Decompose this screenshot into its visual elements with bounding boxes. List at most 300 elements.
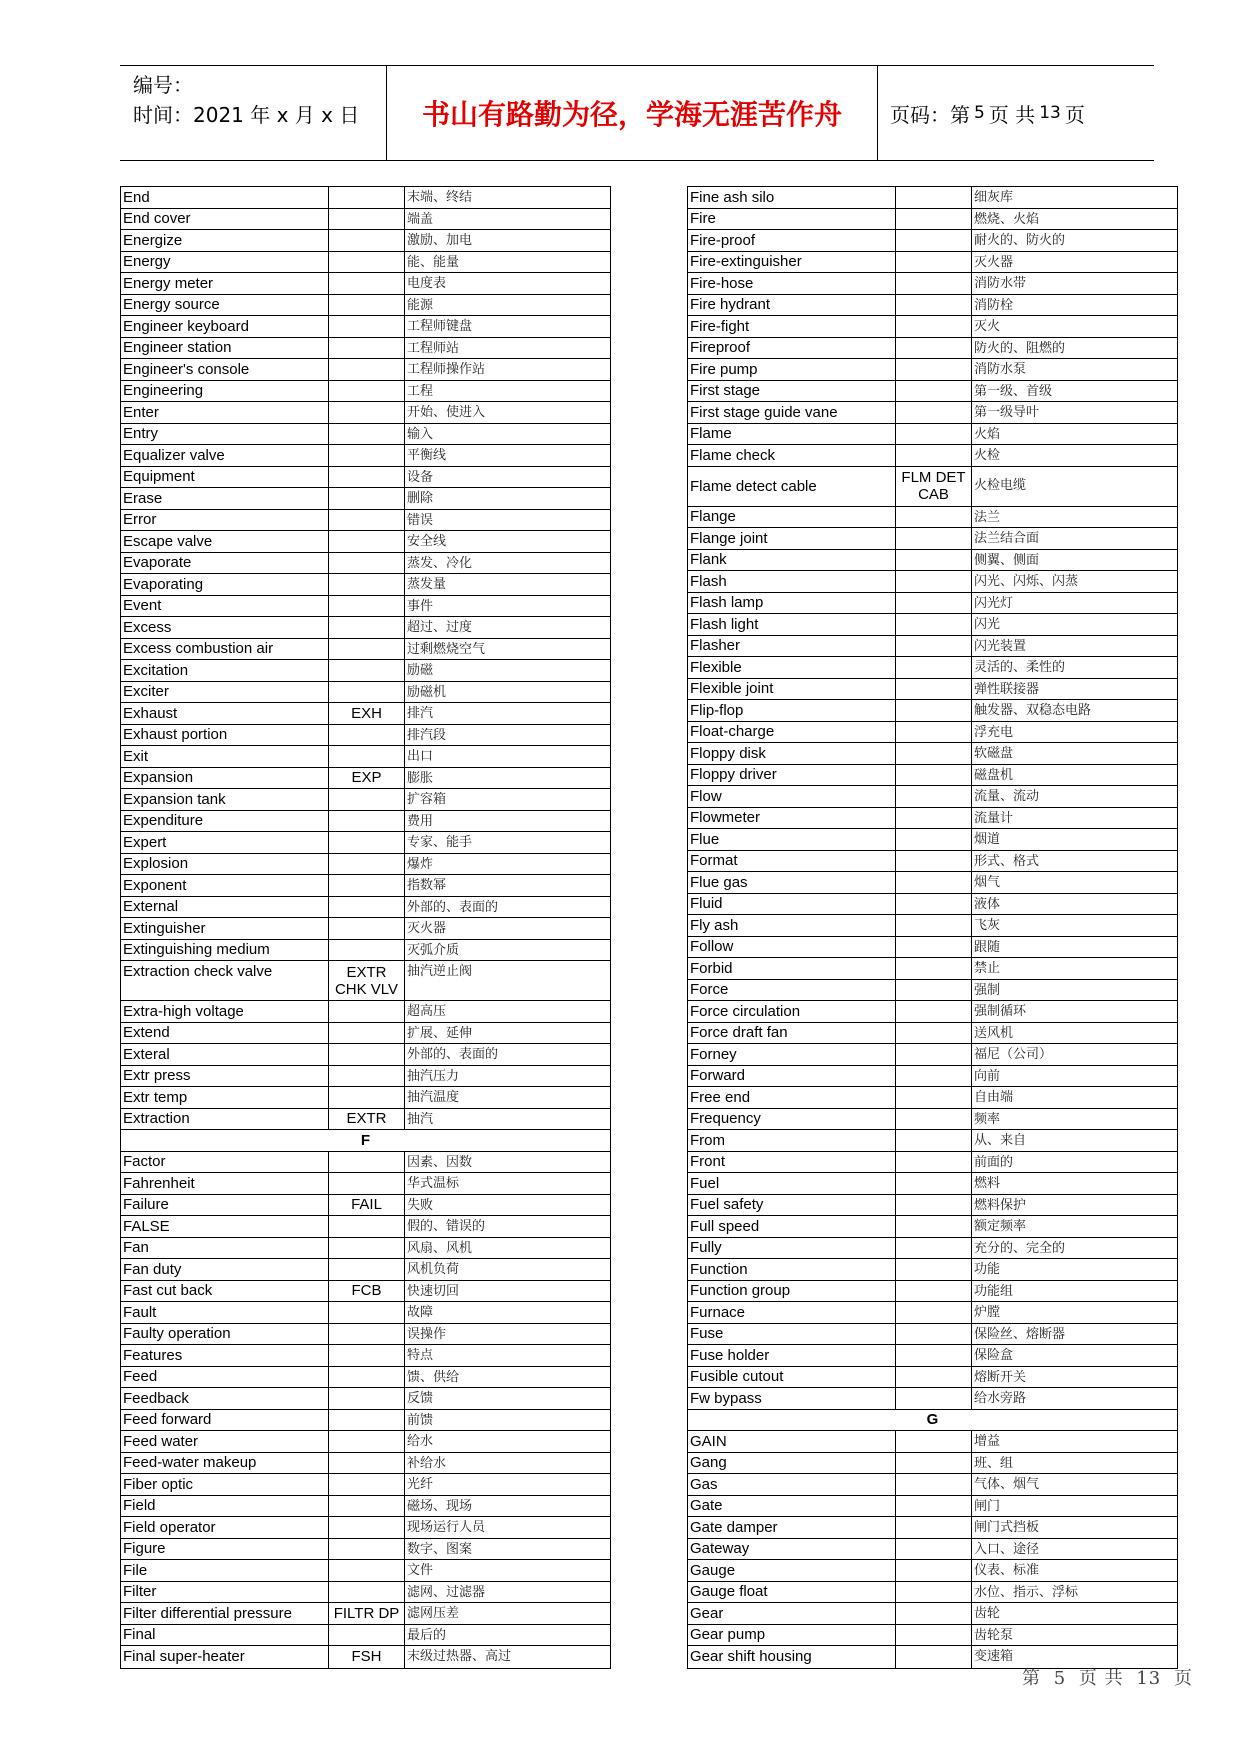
chinese-meaning-cell: 出口 — [407, 749, 434, 764]
chinese-meaning-cell: 抽汽 — [407, 1111, 434, 1127]
term-cell: Expansion tank — [121, 789, 329, 810]
term-cell: Fire-hose — [688, 273, 896, 294]
term-cell: Fw bypass — [688, 1388, 896, 1409]
abbreviation-cell — [896, 1539, 972, 1560]
abbreviation-cell — [896, 1367, 972, 1388]
table-row — [688, 528, 1177, 550]
table-row — [121, 1603, 610, 1625]
table-row — [121, 574, 610, 596]
abbreviation-cell — [329, 1259, 405, 1280]
table-row — [121, 1044, 610, 1066]
term-cell: Exponent — [121, 875, 329, 896]
table-row — [688, 1044, 1177, 1066]
term-cell: Force draft fan — [688, 1023, 896, 1044]
chinese-meaning-cell: 工程 — [407, 383, 434, 399]
table-row — [121, 854, 610, 876]
term-cell: Energize — [121, 230, 329, 251]
abbreviation-cell — [896, 1431, 972, 1452]
abbreviation-cell — [896, 316, 972, 337]
term-cell: Free end — [688, 1087, 896, 1108]
term-cell: Forward — [688, 1066, 896, 1087]
table-row — [121, 1646, 610, 1668]
table-row — [688, 402, 1177, 424]
header-divider — [877, 66, 878, 160]
table-row — [688, 1281, 1177, 1303]
abbreviation-cell — [329, 789, 405, 810]
table-row — [121, 1410, 610, 1432]
footer-current: 5 — [1053, 1668, 1067, 1689]
term-cell: Frequency — [688, 1109, 896, 1130]
abbreviation-cell — [329, 1087, 405, 1108]
abbreviation-cell — [329, 1431, 405, 1452]
term-cell: Float-charge — [688, 722, 896, 743]
term-cell: Fire-fight — [688, 316, 896, 337]
term-cell: Flue — [688, 829, 896, 850]
table-row — [688, 765, 1177, 787]
term-cell: Feed forward — [121, 1410, 329, 1431]
abbreviation-cell — [329, 424, 405, 445]
term-cell: Exhaust — [121, 703, 329, 724]
term-cell: Extraction check valve — [121, 961, 329, 1000]
chinese-meaning-cell: 灭火器 — [974, 254, 1014, 270]
abbreviation-cell — [896, 338, 972, 359]
table-row — [688, 657, 1177, 679]
abbreviation-cell — [896, 1216, 972, 1237]
abbreviation-cell — [896, 1517, 972, 1538]
chinese-meaning-cell: 闪光灯 — [974, 595, 1014, 611]
term-cell: Fuel safety — [688, 1195, 896, 1216]
chinese-meaning-cell: 补给水 — [407, 1455, 447, 1471]
chinese-meaning-cell: 强制 — [974, 982, 1001, 998]
table-row — [688, 1130, 1177, 1152]
abbreviation-cell — [896, 829, 972, 850]
abbreviation-cell — [896, 700, 972, 721]
term-cell: Expenditure — [121, 811, 329, 832]
chinese-meaning-cell: 液体 — [974, 896, 1001, 912]
term-cell: Exteral — [121, 1044, 329, 1065]
term-cell: Function — [688, 1259, 896, 1280]
chinese-meaning-cell: 火检电缆 — [974, 477, 1027, 493]
table-row — [121, 381, 610, 403]
term-cell: File — [121, 1560, 329, 1581]
chinese-meaning-cell: 端盖 — [407, 211, 434, 227]
abbreviation-cell — [329, 510, 405, 531]
chinese-meaning-cell: 闸门 — [974, 1498, 1001, 1514]
page-current: 5 — [974, 103, 985, 123]
table-row — [688, 722, 1177, 744]
abbreviation-cell — [329, 1023, 405, 1044]
abbreviation-cell — [896, 1603, 972, 1624]
term-cell: Gateway — [688, 1539, 896, 1560]
footer-mid: 页 共 — [1078, 1668, 1124, 1689]
table-row — [121, 1281, 610, 1303]
abbreviation-cell: FCB — [329, 1281, 405, 1302]
term-cell: Fly ash — [688, 915, 896, 936]
chinese-meaning-cell: 激励、加电 — [407, 233, 473, 248]
abbreviation-cell — [896, 1023, 972, 1044]
term-cell: Extraction — [121, 1109, 329, 1130]
chinese-meaning-cell: 消防栓 — [974, 297, 1014, 313]
term-cell: Enter — [121, 402, 329, 423]
abbreviation-cell — [896, 1044, 972, 1065]
term-cell: Flank — [688, 550, 896, 571]
abbreviation-cell — [896, 1195, 972, 1216]
term-cell: Entry — [121, 424, 329, 445]
term-cell: Fully — [688, 1238, 896, 1259]
document-number-label: 编号： — [133, 73, 193, 97]
table-row — [688, 424, 1177, 446]
chinese-meaning-cell: 燃料保护 — [974, 1197, 1027, 1213]
abbreviation-cell: EXTR CHK VLV — [329, 961, 405, 1000]
abbreviation-cell: FILTR DP — [329, 1603, 405, 1624]
abbreviation-cell — [329, 832, 405, 853]
abbreviation-cell — [329, 1539, 405, 1560]
chinese-meaning-cell: 滤网、过滤器 — [407, 1584, 486, 1600]
chinese-meaning-cell: 假的、错误的 — [407, 1219, 486, 1234]
chinese-meaning-cell: 删除 — [407, 491, 434, 506]
abbreviation-cell — [896, 1345, 972, 1366]
table-row — [688, 1302, 1177, 1324]
term-cell: Flow — [688, 786, 896, 807]
chinese-meaning-cell: 膨胀 — [407, 770, 434, 786]
table-row — [688, 786, 1177, 808]
abbreviation-cell — [329, 918, 405, 939]
table-row — [121, 1474, 610, 1496]
abbreviation-cell — [896, 187, 972, 208]
page-footer — [1022, 1664, 1193, 1690]
table-row — [121, 467, 610, 489]
abbreviation-cell — [329, 359, 405, 380]
chinese-meaning-cell: 第一级、首级 — [974, 383, 1053, 399]
chinese-meaning-cell: 扩展、延伸 — [407, 1025, 473, 1041]
chinese-meaning-cell: 消防水带 — [974, 276, 1027, 291]
table-row — [121, 1625, 610, 1647]
abbreviation-cell — [896, 1582, 972, 1603]
table-row — [121, 918, 610, 940]
chinese-meaning-cell: 消防水泵 — [974, 362, 1027, 377]
chinese-meaning-cell: 班、组 — [974, 1455, 1014, 1471]
term-cell: Expansion — [121, 768, 329, 789]
table-row — [121, 639, 610, 661]
abbreviation-cell — [896, 402, 972, 423]
abbreviation-cell — [896, 937, 972, 958]
table-row — [688, 1625, 1177, 1647]
abbreviation-cell — [896, 1474, 972, 1495]
chinese-meaning-cell: 流量计 — [974, 810, 1014, 826]
abbreviation-cell — [329, 1001, 405, 1022]
term-cell: Fiber optic — [121, 1474, 329, 1495]
chinese-meaning-cell: 前馈 — [407, 1412, 434, 1428]
term-cell: Flame — [688, 424, 896, 445]
table-row — [121, 660, 610, 682]
chinese-meaning-cell: 燃料 — [974, 1176, 1001, 1191]
abbreviation-cell — [896, 786, 972, 807]
term-cell: Evaporate — [121, 553, 329, 574]
term-cell: Flash lamp — [688, 593, 896, 614]
table-row — [121, 209, 610, 231]
table-row — [121, 1173, 610, 1195]
term-cell: Flowmeter — [688, 808, 896, 829]
term-cell: Gear — [688, 1603, 896, 1624]
page-prefix: 页码：第 — [890, 102, 970, 127]
term-cell: Fuse holder — [688, 1345, 896, 1366]
abbreviation-cell — [329, 1474, 405, 1495]
table-row — [688, 915, 1177, 937]
chinese-meaning-cell: 灭火 — [974, 319, 1001, 334]
term-cell: Error — [121, 510, 329, 531]
chinese-meaning-cell: 风扇、风机 — [407, 1240, 473, 1256]
abbreviation-cell — [329, 1238, 405, 1259]
abbreviation-cell — [329, 1173, 405, 1194]
table-row — [121, 832, 610, 854]
term-cell: Expert — [121, 832, 329, 853]
table-row — [688, 1324, 1177, 1346]
term-cell: Filter differential pressure — [121, 1603, 329, 1624]
abbreviation-cell — [896, 571, 972, 592]
chinese-meaning-cell: 烟气 — [974, 875, 1001, 890]
term-cell: Fan duty — [121, 1259, 329, 1280]
chinese-meaning-cell: 外部的、表面的 — [407, 899, 499, 915]
abbreviation-cell — [896, 1496, 972, 1517]
table-row — [121, 811, 610, 833]
table-row — [121, 273, 610, 295]
term-cell: Fault — [121, 1302, 329, 1323]
table-row — [688, 636, 1177, 658]
term-cell: Explosion — [121, 854, 329, 875]
chinese-meaning-cell: 第一级导叶 — [974, 405, 1040, 420]
abbreviation-cell — [896, 851, 972, 872]
term-cell: Flame detect cable — [688, 467, 896, 506]
abbreviation-cell — [896, 295, 972, 316]
table-row — [688, 381, 1177, 403]
table-row — [121, 1001, 610, 1023]
abbreviation-cell — [329, 1496, 405, 1517]
table-row — [688, 1066, 1177, 1088]
chinese-meaning-cell: 排汽段 — [407, 727, 447, 743]
chinese-meaning-cell: 专家、能手 — [407, 835, 473, 850]
table-row — [121, 445, 610, 467]
term-cell: Failure — [121, 1195, 329, 1216]
chinese-meaning-cell: 送风机 — [974, 1025, 1014, 1041]
term-cell: Extend — [121, 1023, 329, 1044]
table-row — [121, 187, 610, 209]
abbreviation-cell — [329, 1560, 405, 1581]
term-cell: Flue gas — [688, 872, 896, 893]
table-row — [688, 1539, 1177, 1561]
term-cell: Extinguishing medium — [121, 940, 329, 961]
abbreviation-cell — [896, 424, 972, 445]
term-cell: Fast cut back — [121, 1281, 329, 1302]
term-cell: Exhaust portion — [121, 725, 329, 746]
page-suffix: 页 — [1064, 102, 1085, 127]
table-row — [121, 1539, 610, 1561]
table-row — [121, 359, 610, 381]
chinese-meaning-cell: 光纤 — [407, 1477, 434, 1492]
chinese-meaning-cell: 强制循环 — [974, 1004, 1027, 1019]
term-cell: Gear shift housing — [688, 1646, 896, 1668]
table-row — [688, 700, 1177, 722]
term-cell: Function group — [688, 1281, 896, 1302]
section-header: G — [688, 1410, 1177, 1432]
chinese-meaning-cell: 特点 — [407, 1348, 434, 1363]
abbreviation-cell — [896, 1281, 972, 1302]
abbreviation-cell — [329, 660, 405, 681]
chinese-meaning-cell: 文件 — [407, 1563, 434, 1578]
term-cell: Exciter — [121, 682, 329, 703]
table-row — [121, 1023, 610, 1045]
term-cell: Fire-proof — [688, 230, 896, 251]
table-row — [688, 1560, 1177, 1582]
term-cell: Fuel — [688, 1173, 896, 1194]
chinese-meaning-cell: 形式、格式 — [974, 853, 1040, 869]
table-row — [688, 980, 1177, 1002]
term-cell: Extra-high voltage — [121, 1001, 329, 1022]
abbreviation-cell — [896, 1646, 972, 1668]
chinese-meaning-cell: 闪光 — [974, 617, 1001, 632]
abbreviation-cell — [329, 875, 405, 896]
abbreviation-cell — [329, 1453, 405, 1474]
abbreviation-cell — [329, 381, 405, 402]
table-row — [121, 940, 610, 962]
table-row — [121, 1431, 610, 1453]
chinese-meaning-cell: 末级过热器、高过 — [407, 1649, 512, 1664]
glossary-table-right — [687, 186, 1178, 1669]
chinese-meaning-cell: 齿轮泵 — [974, 1627, 1014, 1643]
term-cell: End — [121, 187, 329, 208]
abbreviation-cell — [896, 230, 972, 251]
abbreviation-cell — [896, 614, 972, 635]
abbreviation-cell — [329, 1216, 405, 1237]
chinese-meaning-cell: 费用 — [407, 813, 434, 829]
footer-total: 13 — [1136, 1668, 1162, 1689]
abbreviation-cell — [896, 1388, 972, 1409]
chinese-meaning-cell: 触发器、双稳态电路 — [974, 703, 1092, 718]
abbreviation-cell — [329, 338, 405, 359]
table-row — [121, 768, 610, 790]
abbreviation-cell — [329, 1302, 405, 1323]
chinese-meaning-cell: 保险盒 — [974, 1348, 1014, 1363]
chinese-meaning-cell: 抽汽逆止阀 — [407, 964, 473, 979]
chinese-meaning-cell: 数字、图案 — [407, 1541, 473, 1557]
chinese-meaning-cell: 向前 — [974, 1068, 1001, 1084]
table-row — [688, 550, 1177, 572]
term-cell: Flexible joint — [688, 679, 896, 700]
chinese-meaning-cell: 快速切回 — [407, 1283, 460, 1299]
chinese-meaning-cell: 工程师站 — [407, 340, 460, 356]
chinese-meaning-cell: 蒸发量 — [407, 577, 447, 592]
table-row — [688, 571, 1177, 593]
abbreviation-cell — [329, 1324, 405, 1345]
abbreviation-cell — [329, 639, 405, 660]
abbreviation-cell — [329, 725, 405, 746]
chinese-meaning-cell: 错误 — [407, 512, 434, 528]
table-row — [121, 725, 610, 747]
table-row — [121, 1496, 610, 1518]
table-row — [688, 937, 1177, 959]
abbreviation-cell: FSH — [329, 1646, 405, 1668]
term-cell: Feed-water makeup — [121, 1453, 329, 1474]
abbreviation-cell: FAIL — [329, 1195, 405, 1216]
chinese-meaning-cell: 灭火器 — [407, 921, 447, 936]
abbreviation-cell — [329, 854, 405, 875]
term-cell: Features — [121, 1345, 329, 1366]
table-row — [688, 316, 1177, 338]
term-cell: Excess combustion air — [121, 639, 329, 660]
chinese-meaning-cell: 末端、终结 — [407, 190, 473, 205]
table-row — [121, 596, 610, 618]
abbreviation-cell: EXTR — [329, 1109, 405, 1130]
abbreviation-cell — [896, 808, 972, 829]
term-cell: Field — [121, 1496, 329, 1517]
table-row — [121, 617, 610, 639]
chinese-meaning-cell: 保险丝、熔断器 — [974, 1326, 1066, 1342]
chinese-meaning-cell: 磁盘机 — [974, 767, 1014, 783]
term-cell: Force — [688, 980, 896, 1001]
abbreviation-cell — [896, 1324, 972, 1345]
table-row — [121, 252, 610, 274]
table-row — [688, 1367, 1177, 1389]
table-row — [688, 1195, 1177, 1217]
abbreviation-cell — [896, 765, 972, 786]
table-row — [688, 894, 1177, 916]
chinese-meaning-cell: 水位、指示、浮标 — [974, 1584, 1079, 1600]
table-row — [121, 488, 610, 510]
term-cell: Flasher — [688, 636, 896, 657]
abbreviation-cell — [896, 872, 972, 893]
glossary-table-left — [120, 186, 611, 1669]
term-cell: First stage guide vane — [688, 402, 896, 423]
chinese-meaning-cell: 故障 — [407, 1305, 434, 1320]
term-cell: Forney — [688, 1044, 896, 1065]
term-cell: Energy source — [121, 295, 329, 316]
table-row — [121, 746, 610, 768]
abbreviation-cell — [896, 915, 972, 936]
term-cell: Feedback — [121, 1388, 329, 1409]
abbreviation-cell — [896, 273, 972, 294]
term-cell: Extr press — [121, 1066, 329, 1087]
table-row — [688, 808, 1177, 830]
term-cell: Flange — [688, 507, 896, 528]
chinese-meaning-cell: 气体、烟气 — [974, 1477, 1040, 1492]
term-cell: Fan — [121, 1238, 329, 1259]
chinese-meaning-cell: 福尼（公司） — [974, 1047, 1053, 1062]
chinese-meaning-cell: 励磁 — [407, 663, 434, 678]
abbreviation-cell: FLM DET CAB — [896, 467, 972, 506]
table-row — [688, 1173, 1177, 1195]
abbreviation-cell — [896, 636, 972, 657]
abbreviation-cell — [329, 574, 405, 595]
table-row — [688, 187, 1177, 209]
term-cell: External — [121, 897, 329, 918]
table-row — [688, 445, 1177, 467]
chinese-meaning-cell: 流量、流动 — [974, 789, 1040, 804]
abbreviation-cell — [896, 1238, 972, 1259]
table-row — [688, 507, 1177, 529]
chinese-meaning-cell: 反馈 — [407, 1391, 434, 1406]
term-cell: Flame check — [688, 445, 896, 466]
abbreviation-cell — [896, 593, 972, 614]
table-row — [688, 1603, 1177, 1625]
chinese-meaning-cell: 平衡线 — [407, 448, 447, 463]
table-row — [121, 1259, 610, 1281]
abbreviation-cell — [329, 316, 405, 337]
abbreviation-cell — [896, 722, 972, 743]
chinese-meaning-cell: 电度表 — [407, 276, 447, 291]
abbreviation-cell — [329, 273, 405, 294]
term-cell: Fireproof — [688, 338, 896, 359]
abbreviation-cell — [896, 209, 972, 230]
chinese-meaning-cell: 风机负荷 — [407, 1262, 460, 1277]
